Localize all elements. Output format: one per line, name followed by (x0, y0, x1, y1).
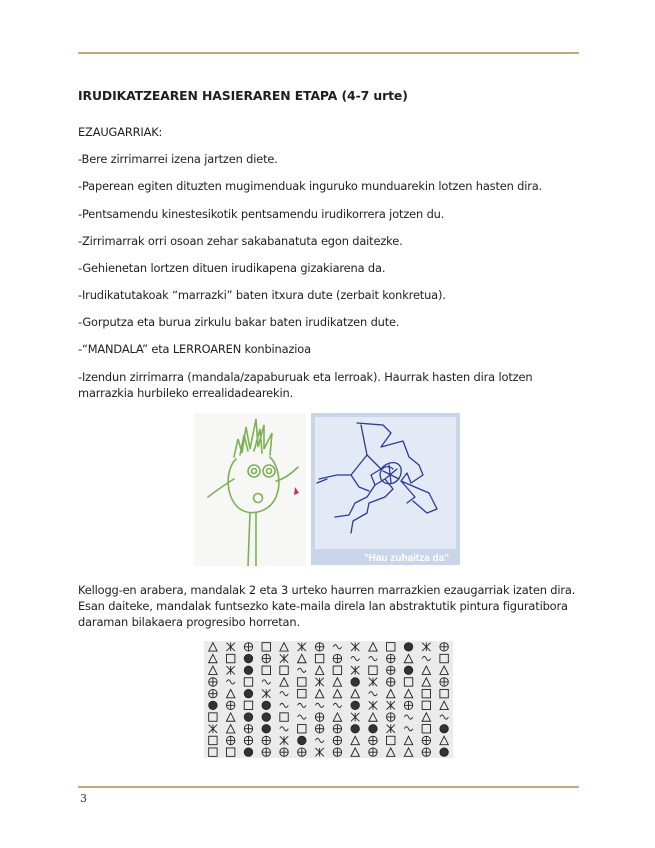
page-number: 3 (80, 792, 87, 805)
bullet-item: -Gehienetan lortzen dituen irudikapena gizakiarena da. (78, 261, 386, 275)
child-face-drawing (194, 413, 306, 566)
mandala-symbols-chart (204, 641, 453, 758)
page-title: IRUDIKATZEAREN HASIERAREN ETAPA (4-7 urte) (78, 88, 408, 103)
bullet-item: -Gorputza eta burua zirkulu bakar baten irudikatzen dute. (78, 315, 400, 329)
bullet-item: -Irudikatutakoak “marrazki” baten itxura dute (zerbait konkretua). (78, 288, 446, 302)
child-tree-scribble-drawing (311, 413, 460, 565)
figure-caption: "Hau zuhaitza da" (363, 553, 449, 564)
bullet-item: -“MANDALA” eta LERROAREN konbinazioa (78, 342, 311, 356)
bullet-item: -Bere zirrimarrei izena jartzen diete. (78, 152, 278, 166)
bullet-item: -Zirrimarrak orri osoan zehar sakabanatuta egon daitezke. (78, 234, 403, 248)
bullet-item: -Paperean egiten dituzten mugimenduak inguruko munduarekin lotzen hasten dira. (78, 179, 543, 193)
footer-rule (78, 786, 579, 788)
bullet-item: -Izendun zirrimarra (mandala/zapaburuak eta lerroak). Haurrak hasten dira lotzen marrazkia hurbileko errealidadearekin. (78, 370, 533, 400)
kellogg-paragraph: Kellogg-en arabera, mandalak 2 eta 3 urteko haurren marrazkien ezaugarriak izaten dira. Esan daiteke, mandalak funtsezko kate-maila direla lan abstraktutik pintura figuratibora daraman bilakaera progresibo horretan. (78, 583, 576, 629)
section-heading: EZAUGARRIAK: (78, 125, 163, 139)
bullet-item: -Pentsamendu kinestesikotik pentsamendu irudikorrera jotzen du. (78, 207, 445, 221)
header-rule (78, 52, 579, 54)
